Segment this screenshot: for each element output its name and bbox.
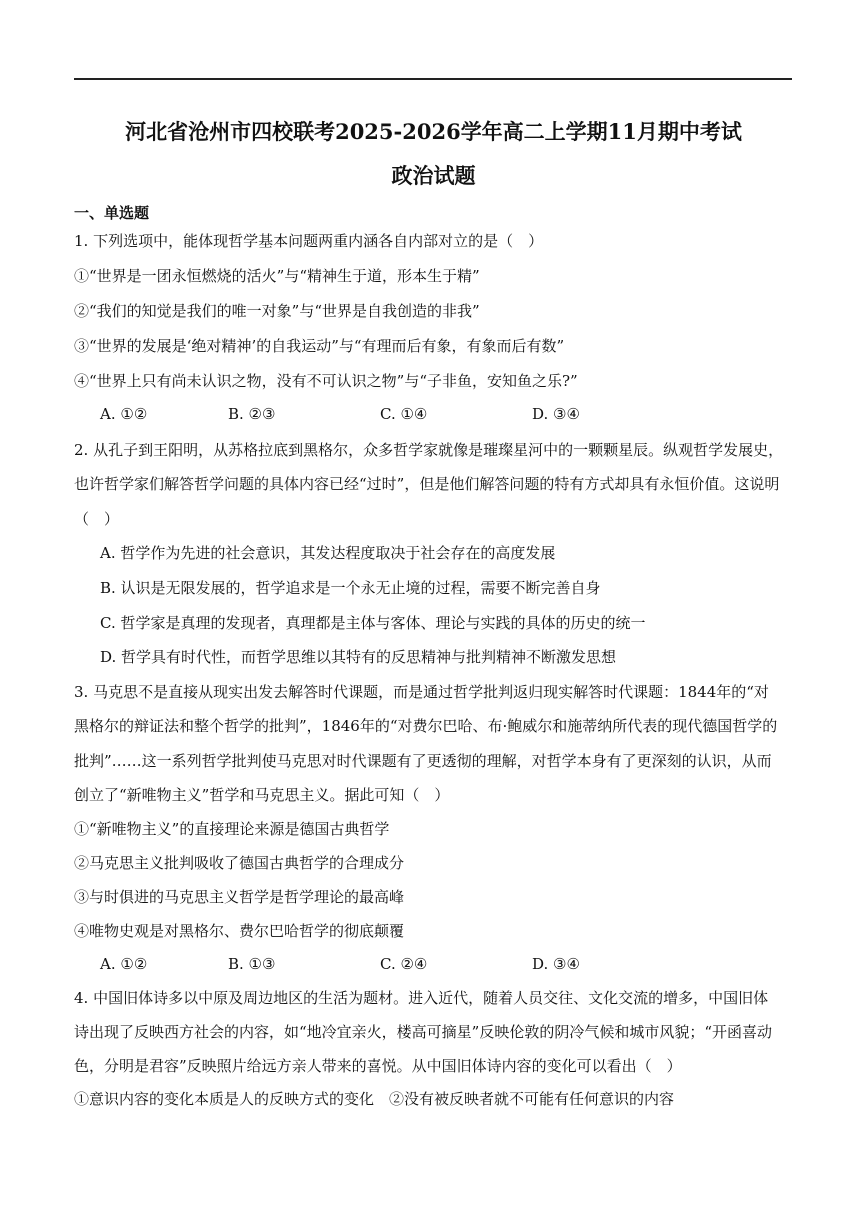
q2-option-c: C. 哲学家是真理的发现者，真理都是主体与客体、理论与实践的具体的历史的统一 xyxy=(100,614,646,632)
exam-subtitle: 政治试题 xyxy=(391,163,476,188)
q3-item: ①“新唯物主义”的直接理论来源是德国古典哲学 xyxy=(74,820,390,838)
q3-item: ③与时俱进的马克思主义哲学是哲学理论的最高峰 xyxy=(74,888,405,906)
q2-stem-line: 也许哲学家们解答哲学问题的具体内容已经“过时”，但是他们解答问题的特有方式却具有永恒价值。这说明 xyxy=(74,475,780,493)
section-heading: 一、单选题 xyxy=(74,204,150,222)
q3-option-d: D. ③④ xyxy=(532,955,580,973)
q2-option-d: D. 哲学具有时代性，而哲学思维以其特有的反思精神与批判精神不断激发思想 xyxy=(100,648,617,666)
q1-option-b: B. ②③ xyxy=(228,405,276,423)
q4-items-line: ①意识内容的变化本质是人的反映方式的变化 ②没有被反映者就不可能有任何意识的内容 xyxy=(74,1090,675,1108)
q3-item: ②马克思主义批判吸收了德国古典哲学的合理成分 xyxy=(74,854,405,872)
exam-title: 河北省沧州市四校联考2025-2026学年高二上学期11月期中考试 xyxy=(125,119,742,144)
q3-option-a: A. ①② xyxy=(100,955,148,973)
q1-stem: 1. 下列选项中，能体现哲学基本问题两重内涵各自内部对立的是（ ） xyxy=(74,232,544,250)
q2-option-b: B. 认识是无限发展的，哲学追求是一个永无止境的过程，需要不断完善自身 xyxy=(100,579,601,597)
q1-option-a: A. ①② xyxy=(100,405,148,423)
q2-stem-line: （ ） xyxy=(74,510,120,528)
q2-option-a: A. 哲学作为先进的社会意识，其发达程度取决于社会存在的高度发展 xyxy=(100,544,556,562)
q4-stem-line: 色，分明是君容”反映照片给远方亲人带来的喜悦。从中国旧体诗内容的变化可以看出（ ） xyxy=(74,1057,682,1075)
top-divider xyxy=(74,78,792,80)
q1-item: ④“世界上只有尚未认识之物，没有不可认识之物”与“子非鱼，安知鱼之乐?” xyxy=(74,372,578,390)
q1-item: ②“我们的知觉是我们的唯一对象”与“世界是自我创造的非我” xyxy=(74,302,480,320)
q3-item: ④唯物史观是对黑格尔、费尔巴哈哲学的彻底颠覆 xyxy=(74,922,405,940)
q3-option-c: C. ②④ xyxy=(380,955,428,973)
q1-option-c: C. ①④ xyxy=(380,405,428,423)
q1-item: ③“世界的发展是‘绝对精神’的自我运动”与“有理而后有象，有象而后有数” xyxy=(74,337,565,355)
q3-stem-line: 批判”……这一系列哲学批判使马克思对时代课题有了更透彻的理解，对哲学本身有了更深刻的认识，从而 xyxy=(74,752,772,770)
q3-stem-line: 黑格尔的辩证法和整个哲学的批判”，1846年的“对费尔巴哈、布·鲍威尔和施蒂纳所代表的现代德国哲学的 xyxy=(74,717,778,735)
q4-stem-line: 4. 中国旧体诗多以中原及周边地区的生活为题材。进入近代，随着人员交往、文化交流的增多，中国旧体 xyxy=(74,989,769,1007)
q1-item: ①“世界是一团永恒燃烧的活火”与“精神生于道，形本生于精” xyxy=(74,267,480,285)
q3-stem-line: 创立了“新唯物主义”哲学和马克思主义。据此可知（ ） xyxy=(74,786,450,804)
q1-option-d: D. ③④ xyxy=(532,405,580,423)
q3-option-b: B. ①③ xyxy=(228,955,276,973)
q2-stem-line: 2. 从孔子到王阳明，从苏格拉底到黑格尔，众多哲学家就像是璀璨星河中的一颗颗星辰。纵观哲学发展史， xyxy=(74,441,784,459)
q4-stem-line: 诗出现了反映西方社会的内容，如“地冷宜亲火，楼高可摘星”反映伦敦的阴冷气候和城市风貌；“开函喜动 xyxy=(74,1023,773,1041)
q3-stem-line: 3. 马克思不是直接从现实出发去解答时代课题，而是通过哲学批判返归现实解答时代课题：1844年的“对 xyxy=(74,683,769,701)
